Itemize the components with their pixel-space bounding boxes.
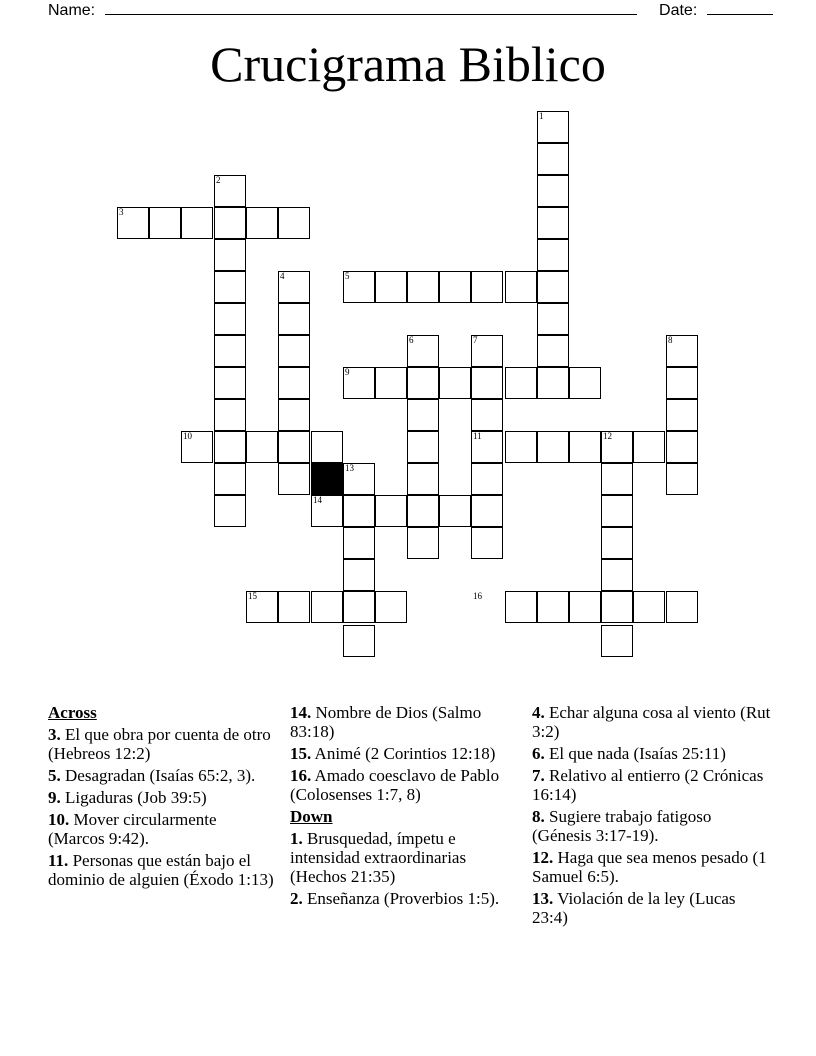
crossword-cell[interactable] (505, 591, 537, 623)
crossword-cell[interactable] (601, 527, 633, 559)
crossword-cell[interactable] (407, 271, 439, 303)
clue-number: 11. (48, 851, 69, 870)
clue-text: Amado coesclavo de Pablo (Colosenses 1:7, 8) (290, 766, 500, 804)
clue-item (48, 788, 276, 807)
crossword-cell[interactable] (601, 495, 633, 527)
crossword-cell[interactable] (214, 495, 246, 527)
crossword-cell[interactable] (343, 625, 375, 657)
clue-number-label: 10 (183, 431, 192, 441)
clue-number-label: 8 (668, 335, 673, 345)
clue-item (532, 766, 772, 804)
clue-text: Mover circularmente (Marcos 9:42). (48, 810, 217, 848)
crossword-cell[interactable] (505, 367, 537, 399)
crossword-cell[interactable] (375, 591, 407, 623)
name-label: Name: (48, 2, 96, 19)
clue-number: 5. (48, 766, 61, 785)
clue-text: Violación de la ley (Lucas 23:4) (532, 889, 736, 927)
clue-number-label: 4 (280, 271, 285, 281)
clue-item (290, 829, 518, 886)
crossword-cell[interactable] (278, 367, 310, 399)
crossword-cell[interactable] (666, 367, 698, 399)
clue-text: Enseñanza (Proverbios 1:5). (302, 889, 500, 908)
clue-number-label: 1 (539, 111, 544, 121)
crossword-cell[interactable] (214, 431, 246, 463)
crossword-cell[interactable] (439, 367, 471, 399)
crossword-cell[interactable] (407, 463, 439, 495)
clue-item (48, 851, 276, 889)
crossword-cell[interactable] (214, 463, 246, 495)
crossword-cell[interactable] (214, 239, 246, 271)
crossword-cell[interactable] (601, 591, 633, 623)
crossword-cell[interactable] (343, 559, 375, 591)
black-cell (311, 463, 343, 495)
crossword-cell[interactable] (633, 431, 665, 463)
clue-number-label: 11 (473, 431, 482, 441)
crossword-cell[interactable] (537, 431, 569, 463)
clue-item (532, 807, 772, 845)
clue-number-label: 9 (345, 367, 350, 377)
crossword-cell[interactable] (505, 431, 537, 463)
crossword-cell[interactable] (471, 399, 503, 431)
crossword-cell[interactable] (537, 335, 569, 367)
crossword-cell[interactable] (471, 463, 503, 495)
clue-number-label: 5 (345, 271, 350, 281)
clue-text: Relativo al entierro (2 Crónicas 16:14) (532, 766, 764, 804)
clue-text: El que nada (Isaías 25:11) (544, 744, 726, 763)
clue-number: 6. (532, 744, 545, 763)
crossword-cell[interactable] (278, 303, 310, 335)
crossword-cell[interactable] (214, 335, 246, 367)
clue-number-label: 6 (409, 335, 414, 345)
clue-text: Echar alguna cosa al viento (Rut 3:2) (532, 703, 771, 741)
crossword-cell[interactable] (569, 367, 601, 399)
crossword-cell[interactable] (278, 463, 310, 495)
crossword-cell[interactable] (246, 431, 278, 463)
clue-text: Animé (2 Corintios 12:18) (311, 744, 496, 763)
crossword-cell[interactable] (537, 207, 569, 239)
across-heading: Across (48, 703, 97, 722)
clue-number-label: 16 (473, 591, 482, 601)
crossword-cell[interactable] (471, 367, 503, 399)
clue-item (532, 889, 772, 927)
clue-number: 12. (532, 848, 554, 867)
crossword-cell[interactable] (311, 591, 343, 623)
crossword-cell[interactable] (505, 271, 537, 303)
clues-column-1 (48, 703, 276, 892)
clue-number: 14. (290, 703, 312, 722)
crossword-cell[interactable] (407, 527, 439, 559)
crossword-cell[interactable] (407, 495, 439, 527)
clue-text: Brusquedad, ímpetu e intensidad extraordinarias (Hechos 21:35) (290, 829, 467, 886)
clue-item (48, 725, 276, 763)
crossword-cell[interactable] (537, 143, 569, 175)
clue-item (48, 766, 276, 785)
crossword-cell[interactable] (343, 591, 375, 623)
crossword-cell[interactable] (278, 335, 310, 367)
crossword-cell[interactable] (439, 495, 471, 527)
clue-number-label: 13 (345, 463, 354, 473)
clue-item (290, 766, 518, 804)
clue-text: Haga que sea menos pesado (1 Samuel 6:5). (532, 848, 767, 886)
clue-text: Personas que están bajo el dominio de alguien (Éxodo 1:13) (48, 851, 274, 889)
clue-item (48, 810, 276, 848)
crossword-cell[interactable] (311, 431, 343, 463)
clue-number: 10. (48, 810, 70, 829)
crossword-cell[interactable] (214, 367, 246, 399)
clue-number-label: 3 (119, 207, 124, 217)
crossword-cell[interactable] (471, 271, 503, 303)
clue-number-label: 12 (603, 431, 612, 441)
crossword-cell[interactable] (537, 591, 569, 623)
crossword-cell[interactable] (537, 175, 569, 207)
crossword-cell[interactable] (601, 559, 633, 591)
clue-number: 9. (48, 788, 61, 807)
crossword-cell[interactable] (149, 207, 181, 239)
crossword-cell[interactable] (181, 207, 213, 239)
clues-column-3 (532, 703, 772, 930)
crossword-cell[interactable] (569, 431, 601, 463)
crossword-cell[interactable] (537, 239, 569, 271)
clues-column-2 (290, 703, 518, 911)
clue-item (290, 889, 518, 908)
clue-text: Ligaduras (Job 39:5) (60, 788, 207, 807)
down-heading: Down (290, 807, 333, 826)
crossword-cell[interactable] (407, 431, 439, 463)
crossword-cell[interactable] (278, 207, 310, 239)
crossword-cell[interactable] (666, 463, 698, 495)
clue-item (532, 848, 772, 886)
clue-number-label: 7 (473, 335, 478, 345)
crossword-cell[interactable] (214, 399, 246, 431)
crossword-cell[interactable] (375, 495, 407, 527)
clue-number: 3. (48, 725, 61, 744)
crossword-cell[interactable] (471, 527, 503, 559)
clue-number: 15. (290, 744, 312, 763)
clue-item (290, 703, 518, 741)
clue-number: 1. (290, 829, 303, 848)
clue-number-label: 14 (313, 495, 322, 505)
crossword-cell[interactable] (439, 271, 471, 303)
crossword-cell[interactable] (666, 431, 698, 463)
clue-text: Nombre de Dios (Salmo 83:18) (290, 703, 482, 741)
crossword-cell[interactable] (537, 271, 569, 303)
crossword-cell[interactable] (278, 431, 310, 463)
date-label: Date: (659, 2, 698, 19)
crossword-cell[interactable] (375, 367, 407, 399)
crossword-cell[interactable] (666, 591, 698, 623)
clue-text: Desagradan (Isaías 65:2, 3). (60, 766, 256, 785)
clue-number: 4. (532, 703, 545, 722)
clue-text: El que obra por cuenta de otro (Hebreos 12:2) (48, 725, 271, 763)
crossword-cell[interactable] (214, 303, 246, 335)
crossword-cell[interactable] (537, 367, 569, 399)
crossword-cell[interactable] (537, 303, 569, 335)
crossword-cell[interactable] (666, 399, 698, 431)
crossword-cell[interactable] (601, 463, 633, 495)
crossword-cell[interactable] (343, 527, 375, 559)
crossword-cell[interactable] (407, 399, 439, 431)
clue-item (532, 703, 772, 741)
crossword-cell[interactable] (214, 271, 246, 303)
clue-number-label: 2 (216, 175, 221, 185)
crossword-cell[interactable] (407, 367, 439, 399)
clue-number: 8. (532, 807, 545, 826)
crossword-cell[interactable] (246, 207, 278, 239)
page-title: Crucigrama Biblico (210, 36, 606, 92)
clue-text: Sugiere trabajo fatigoso (Génesis 3:17-19). (532, 807, 712, 845)
crossword-cell[interactable] (375, 271, 407, 303)
clue-item (290, 744, 518, 763)
crossword-cell[interactable] (569, 591, 601, 623)
crossword-cell[interactable] (278, 399, 310, 431)
crossword-cell[interactable] (343, 495, 375, 527)
crossword-cell[interactable] (471, 495, 503, 527)
clue-number: 7. (532, 766, 545, 785)
crossword-cell[interactable] (214, 207, 246, 239)
clue-item (532, 744, 772, 763)
clue-number: 16. (290, 766, 312, 785)
crossword-cell[interactable] (601, 625, 633, 657)
clue-number: 2. (290, 889, 303, 908)
clue-number: 13. (532, 889, 554, 908)
crossword-cell[interactable] (278, 591, 310, 623)
crossword-cell[interactable] (633, 591, 665, 623)
clue-number-label: 15 (248, 591, 257, 601)
